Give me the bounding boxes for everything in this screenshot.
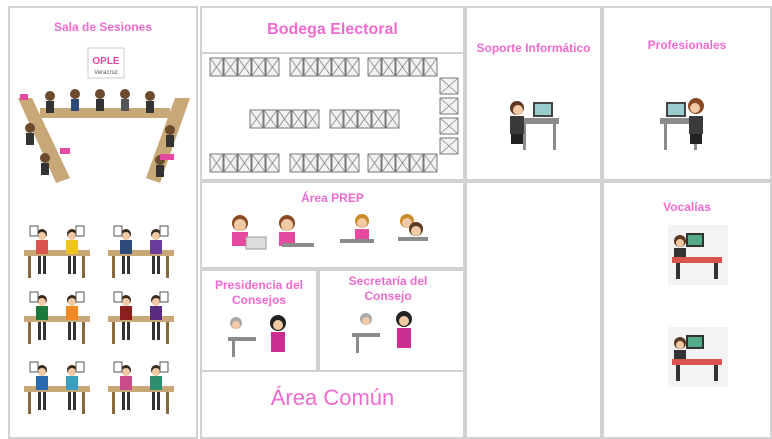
ballot-box [346, 154, 359, 172]
ballot-box [440, 118, 458, 134]
secretaria-illustration [348, 309, 428, 359]
bodega-title: Bodega Electoral [267, 21, 398, 38]
ballot-box [346, 58, 359, 76]
profesionales-title: Profesionales [647, 38, 727, 52]
ballot-box [250, 110, 263, 128]
party-desk [24, 292, 90, 344]
presidencia-title: Presidencia del Consejos [214, 278, 304, 307]
ballot-box [372, 110, 385, 128]
ballot-box [224, 154, 237, 172]
ballot-boxes-illustration [202, 54, 463, 182]
party-desk [108, 362, 174, 414]
ballot-box [266, 58, 279, 76]
room-area-comun-left [200, 372, 465, 439]
support-worker-illustration [505, 96, 565, 156]
ballot-box [382, 154, 395, 172]
soporte-title: Soporte Informático [476, 41, 591, 55]
ballot-box [292, 110, 305, 128]
room-secretaria [318, 269, 465, 372]
prep-workers-illustration [202, 207, 463, 267]
comun-title: Área Común [270, 385, 395, 410]
room-soporte-informatico [465, 6, 602, 181]
ballot-box [290, 154, 303, 172]
ballot-box [264, 110, 277, 128]
ballot-box [368, 154, 381, 172]
ballot-box [424, 154, 437, 172]
veracruz-logo-text: Veracruz [94, 70, 118, 76]
room-presidencia [200, 269, 318, 372]
party-desk [108, 292, 174, 344]
ballot-box [306, 110, 319, 128]
presidencia-illustration [224, 313, 304, 363]
party-desks-illustration [10, 216, 196, 436]
ople-logo-text: OPLE [92, 56, 120, 67]
ballot-box [304, 154, 317, 172]
room-area-comun-right [465, 181, 602, 439]
ballot-box [396, 58, 409, 76]
ballot-box [386, 110, 399, 128]
ballot-box [252, 58, 265, 76]
prep-title: Área PREP [301, 191, 364, 205]
room-profesionales [602, 6, 772, 181]
ballot-box [330, 110, 343, 128]
ballot-box [410, 154, 423, 172]
ballot-box [318, 154, 331, 172]
ballot-box [304, 58, 317, 76]
ballot-box [290, 58, 303, 76]
party-desk [108, 226, 174, 278]
ballot-box [252, 154, 265, 172]
ballot-box [368, 58, 381, 76]
ballot-box [332, 58, 345, 76]
ballot-box [238, 154, 251, 172]
ballot-box [410, 58, 423, 76]
ballot-box [440, 78, 458, 94]
ballot-box [210, 58, 223, 76]
vocalia-desk-2-illustration [668, 327, 728, 387]
ballot-box [278, 110, 291, 128]
room-sala-de-sesiones [8, 6, 198, 439]
ballot-box [440, 138, 458, 154]
ballot-box [382, 58, 395, 76]
room-bodega-electoral [200, 6, 465, 181]
vocalias-title: Vocalías [663, 200, 711, 214]
ballot-box [396, 154, 409, 172]
party-desk [24, 362, 90, 414]
party-desk [24, 226, 90, 278]
ballot-box [344, 110, 357, 128]
ballot-box [224, 58, 237, 76]
ballot-box [332, 154, 345, 172]
ballot-box [424, 58, 437, 76]
session-table-illustration [10, 38, 196, 208]
sala-title: Sala de Sesiones [53, 20, 153, 34]
ballot-box [238, 58, 251, 76]
professional-worker-illustration [656, 94, 716, 154]
room-vocalias [602, 181, 772, 439]
vocalia-desk-1-illustration [668, 225, 728, 285]
ballot-box [210, 154, 223, 172]
secretaria-title: Secretaría del Consejo [348, 274, 428, 303]
ballot-box [266, 154, 279, 172]
ballot-box [358, 110, 371, 128]
room-area-prep [200, 181, 465, 269]
ballot-box [440, 98, 458, 114]
ballot-box [318, 58, 331, 76]
